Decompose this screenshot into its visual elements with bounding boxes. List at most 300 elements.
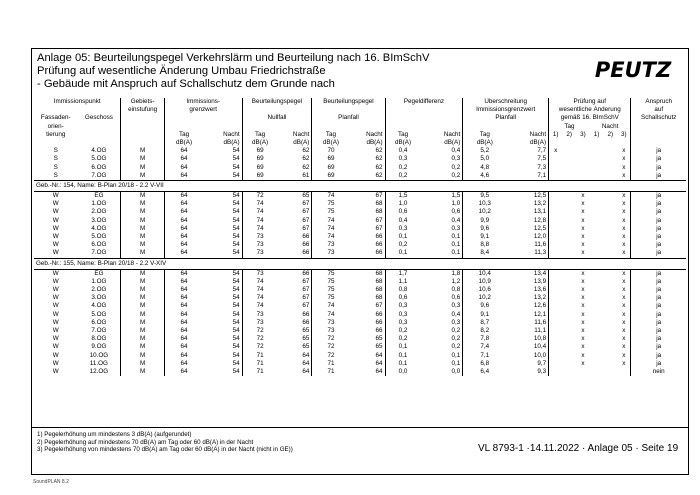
cell-nt: 71 <box>242 368 277 376</box>
cell-gt: 64 <box>164 241 203 249</box>
cell-pt: 73 <box>312 249 350 258</box>
cell-t1 <box>549 352 563 360</box>
cell-t1 <box>549 192 563 201</box>
cell-ut: 10,6 <box>463 286 506 294</box>
cell-n1 <box>590 147 604 155</box>
cell-nn: 65 <box>302 192 310 200</box>
header-bp-plan-1: Beurteilungspegel <box>312 98 385 106</box>
cell-t2 <box>562 164 576 172</box>
cell-nt: 73 <box>242 311 277 319</box>
table-row <box>34 208 686 216</box>
cell-a: ja <box>631 225 686 233</box>
cell-ut: 7,4 <box>463 343 506 351</box>
cell-pt: 72 <box>312 335 350 343</box>
cell-un: 13,9 <box>533 277 547 285</box>
cell-n1 <box>590 225 604 233</box>
cell-t3: x <box>581 192 585 200</box>
cell-dt: 0,2 <box>385 335 420 343</box>
footnote-3: 3) Pegelerhöhung von mindestens 70 dB(A) am Tag oder 60 dB(A) in der Nacht (nicht in GE)) <box>37 446 293 454</box>
table-row <box>34 294 686 302</box>
cell-nn: 66 <box>302 241 310 249</box>
cell-t1 <box>549 368 563 376</box>
cell-ut: 8,7 <box>463 319 506 327</box>
cell-o: W <box>52 241 59 249</box>
header-ueberschreitung-2: Immissionsgrenzwert <box>463 106 549 114</box>
cell-a: ja <box>631 343 686 351</box>
footnote-1: 1) Pegelerhöhung um mindestens 3 dB(A) (aufgerundet) <box>37 431 192 438</box>
cell-ut: 4,8 <box>463 164 506 172</box>
cell-n1 <box>590 172 604 181</box>
cell-t2 <box>562 343 576 351</box>
cell-t2 <box>562 217 576 225</box>
cell-dn: 0,4 <box>451 310 461 318</box>
cell-n2 <box>603 311 617 319</box>
cell-pn: 68 <box>375 208 383 216</box>
header-pegeldifferenz: Pegeldifferenz <box>385 98 463 106</box>
cell-dt: 0,8 <box>385 286 420 294</box>
cell-nn: 65 <box>302 335 310 343</box>
header-anspruch-3: Schallschutz <box>631 114 686 122</box>
table-row <box>34 360 686 368</box>
cell-ut: 8,4 <box>463 249 506 258</box>
cell-t3: x <box>581 343 585 351</box>
cell-gt: 64 <box>164 352 203 360</box>
cell-nn: 61 <box>302 171 310 179</box>
cell-pt: 75 <box>312 269 350 278</box>
cell-gt: 64 <box>164 217 203 225</box>
cell-pn: 68 <box>375 200 383 208</box>
table-row <box>34 335 686 343</box>
logo-text: PEUTZ <box>594 58 672 82</box>
cell-ut: 10,9 <box>463 278 506 286</box>
cell-t1 <box>549 286 563 294</box>
cell-n3: x <box>622 155 626 163</box>
cell-o: S <box>53 163 58 171</box>
cell-gn: 54 <box>232 155 240 163</box>
cell-n2 <box>603 343 617 351</box>
cell-gt: 64 <box>164 192 203 201</box>
cell-g: 6.OG <box>91 163 107 171</box>
footnotes <box>37 431 293 454</box>
cell-gt: 64 <box>164 368 203 376</box>
footer-divider <box>31 427 689 428</box>
cell-a: ja <box>631 172 686 181</box>
cell-t2 <box>562 302 576 310</box>
cell-un: 13,4 <box>533 269 547 277</box>
cell-ut: 6,4 <box>463 368 506 376</box>
cell-gt: 64 <box>164 147 203 155</box>
cell-gt: 64 <box>164 164 203 172</box>
cell-pn: 62 <box>375 163 383 171</box>
cell-nn: 67 <box>302 294 310 302</box>
cell-un: 12,8 <box>533 216 547 224</box>
cell-un: 9,7 <box>537 359 547 367</box>
cell-dt: 0,1 <box>385 360 420 368</box>
cell-n3: x <box>622 327 626 335</box>
cell-o: W <box>52 310 59 318</box>
cell-gn: 54 <box>232 359 240 367</box>
cell-dn: 0,1 <box>451 351 461 359</box>
cell-n1 <box>590 278 604 286</box>
title-line-1: Anlage 05: Beurteilungspegel Verkehrslärm und Beurteilung nach 16. BImSchV <box>37 52 430 64</box>
cell-t1 <box>549 311 563 319</box>
cell-pt: 75 <box>312 200 350 208</box>
cell-un: 9,3 <box>537 368 547 376</box>
cell-e: M <box>121 269 164 278</box>
cell-nt: 69 <box>242 172 277 181</box>
cell-dt: 0,2 <box>385 164 420 172</box>
cell-t2 <box>562 352 576 360</box>
cell-t2 <box>562 233 576 241</box>
table-body <box>34 147 686 376</box>
cell-t3: x <box>581 269 585 277</box>
cell-t3 <box>576 164 590 172</box>
cell-o: W <box>52 200 59 208</box>
cell-nt: 72 <box>242 343 277 351</box>
cell-t3: x <box>581 224 585 232</box>
cell-gn: 54 <box>232 343 240 351</box>
cell-nn: 67 <box>302 200 310 208</box>
cell-a: ja <box>631 241 686 249</box>
cell-t1 <box>549 302 563 310</box>
cell-t3: x <box>581 294 585 302</box>
cell-nn: 64 <box>302 359 310 367</box>
cell-g: 8.OG <box>91 335 107 343</box>
cell-pt: 75 <box>312 294 350 302</box>
cell-t1 <box>549 172 563 181</box>
table-row <box>34 164 686 172</box>
cell-un: 7,1 <box>537 171 547 179</box>
header-row-1 <box>34 98 686 106</box>
cell-pt: 69 <box>312 172 350 181</box>
cell-g: 2.OG <box>91 286 107 294</box>
cell-n2 <box>603 164 617 172</box>
cell-gn: 54 <box>232 277 240 285</box>
cell-un: 7,7 <box>537 147 547 155</box>
cell-t2 <box>562 208 576 216</box>
cell-gt: 64 <box>164 343 203 351</box>
cell-nt: 74 <box>242 294 277 302</box>
cell-pt: 74 <box>312 225 350 233</box>
cell-n3: x <box>622 351 626 359</box>
cell-n3: x <box>622 241 626 249</box>
cell-nt: 72 <box>242 327 277 335</box>
cell-n1 <box>590 269 604 278</box>
cell-o: W <box>52 192 59 200</box>
cell-n2 <box>603 269 617 278</box>
cell-a: ja <box>631 164 686 172</box>
cell-nt: 69 <box>242 147 277 155</box>
cell-dn: 0,1 <box>451 233 461 241</box>
cell-n2 <box>603 225 617 233</box>
cell-n2 <box>603 319 617 327</box>
cell-t1 <box>549 278 563 286</box>
header-row-4: orien- Tag Nacht <box>34 123 686 131</box>
cell-nn: 62 <box>302 147 310 155</box>
cell-t1 <box>549 217 563 225</box>
cell-ut: 9,6 <box>463 302 506 310</box>
cell-o: W <box>52 359 59 367</box>
cell-n1 <box>590 233 604 241</box>
header-bp-null-1: Beurteilungspegel <box>242 98 312 106</box>
cell-n1 <box>590 217 604 225</box>
cell-un: 12,0 <box>533 233 547 241</box>
cell-g: 7.OG <box>91 327 107 335</box>
cell-nn: 67 <box>302 216 310 224</box>
cell-gt: 64 <box>164 360 203 368</box>
header-grenzwert-1: Immissions- <box>164 98 242 106</box>
cell-nt: 69 <box>242 164 277 172</box>
cell-dt: 0,2 <box>385 172 420 181</box>
cell-o: W <box>52 249 59 257</box>
cell-gn: 54 <box>232 368 240 376</box>
cell-nn: 65 <box>302 327 310 335</box>
footnote-2: 2) Pegelerhöhung auf mindestens 70 dB(A) am Tag oder 60 dB(A) in der Nacht <box>37 438 254 446</box>
cell-ut: 8,2 <box>463 327 506 335</box>
cell-n2 <box>603 360 617 368</box>
cell-gt: 64 <box>164 319 203 327</box>
table-row <box>34 286 686 294</box>
cell-n3: x <box>622 286 626 294</box>
cell-g: 4.OG <box>91 224 107 232</box>
cell-n3: x <box>622 335 626 343</box>
cell-o: W <box>52 224 59 232</box>
cell-n1 <box>590 327 604 335</box>
cell-t2 <box>562 294 576 302</box>
cell-a: ja <box>631 327 686 335</box>
cell-n3: x <box>622 343 626 351</box>
cell-nt: 71 <box>242 360 277 368</box>
cell-a: ja <box>631 311 686 319</box>
cell-t1 <box>549 241 563 249</box>
header-anspruch-2: auf <box>631 106 686 114</box>
cell-dn: 1,0 <box>451 200 461 208</box>
cell-un: 7,3 <box>537 163 547 171</box>
cell-n2 <box>603 208 617 216</box>
cell-n3: x <box>622 294 626 302</box>
cell-t3: x <box>581 286 585 294</box>
cell-a: ja <box>631 335 686 343</box>
cell-t3: x <box>581 318 585 326</box>
cell-dt: 0,4 <box>385 147 420 155</box>
cell-gn: 54 <box>232 163 240 171</box>
cell-o: W <box>52 302 59 310</box>
cell-t3: x <box>581 241 585 249</box>
cell-dn: 0,3 <box>451 224 461 232</box>
cell-pn: 68 <box>375 277 383 285</box>
cell-a: ja <box>631 155 686 163</box>
cell-t3 <box>576 368 590 376</box>
cell-pn: 68 <box>375 286 383 294</box>
cell-un: 13,1 <box>533 208 547 216</box>
cell-gn: 54 <box>232 241 240 249</box>
cell-n3 <box>617 368 631 376</box>
title-line-2: Prüfung auf wesentliche Änderung Umbau Friedrichstraße <box>37 65 326 77</box>
cell-e: M <box>121 249 164 258</box>
cell-dn: 1,2 <box>451 277 461 285</box>
cell-t2 <box>562 278 576 286</box>
table-row <box>34 311 686 319</box>
cell-n2 <box>603 294 617 302</box>
cell-dn: 0,2 <box>451 171 461 179</box>
cell-n2 <box>603 352 617 360</box>
cell-nn: 64 <box>302 368 310 376</box>
cell-ut: 7,1 <box>463 352 506 360</box>
cell-pn: 68 <box>375 269 383 277</box>
cell-g: 5.OG <box>91 233 107 241</box>
cell-t1 <box>549 294 563 302</box>
cell-g: 3.OG <box>91 294 107 302</box>
cell-dn: 1,5 <box>451 192 461 200</box>
cell-ut: 8,8 <box>463 241 506 249</box>
cell-o: W <box>52 208 59 216</box>
cell-t1 <box>549 155 563 163</box>
cell-gt: 64 <box>164 155 203 163</box>
cell-a: ja <box>631 147 686 155</box>
cell-gn: 54 <box>232 192 240 200</box>
header-fassaden: Fassaden- <box>40 114 71 122</box>
cell-un: 13,2 <box>533 294 547 302</box>
header-pruefung-1: Prüfung auf <box>549 98 631 106</box>
cell-t3: x <box>581 277 585 285</box>
cell-n3: x <box>622 359 626 367</box>
cell-n2 <box>603 249 617 258</box>
cell-dt: 0,3 <box>385 319 420 327</box>
cell-e: M <box>121 225 164 233</box>
cell-n2 <box>603 286 617 294</box>
cell-t2 <box>562 269 576 278</box>
cell-t1 <box>549 208 563 216</box>
header-pruefung-2: wesentliche Änderung <box>549 106 631 114</box>
cell-gn: 54 <box>232 318 240 326</box>
cell-ut: 10,2 <box>463 294 506 302</box>
cell-un: 11,6 <box>534 241 547 249</box>
cell-t3 <box>576 147 590 155</box>
cell-gn: 54 <box>232 351 240 359</box>
cell-pn: 66 <box>375 233 383 241</box>
cell-nn: 67 <box>302 224 310 232</box>
cell-nt: 74 <box>242 200 277 208</box>
cell-pn: 64 <box>375 359 383 367</box>
cell-nt: 73 <box>242 269 277 278</box>
peutz-logo <box>590 56 676 82</box>
cell-o: W <box>52 318 59 326</box>
cell-o: W <box>52 277 59 285</box>
table-row <box>34 302 686 310</box>
cell-n1 <box>590 319 604 327</box>
cell-gn: 54 <box>232 269 240 277</box>
cell-pt: 70 <box>312 147 350 155</box>
cell-e: M <box>121 147 164 155</box>
cell-pn: 64 <box>375 368 383 376</box>
header-ueberschreitung-1: Überschreitung <box>463 98 549 106</box>
cell-e: M <box>121 241 164 249</box>
cell-nn: 66 <box>302 318 310 326</box>
cell-n3: x <box>622 224 626 232</box>
group-header <box>34 258 686 269</box>
cell-e: M <box>121 278 164 286</box>
cell-pt: 73 <box>312 241 350 249</box>
cell-e: M <box>121 192 164 201</box>
cell-a: ja <box>631 286 686 294</box>
cell-un: 10,8 <box>533 335 547 343</box>
cell-nt: 72 <box>242 335 277 343</box>
cell-dt: 0,1 <box>385 249 420 258</box>
cell-a: ja <box>631 319 686 327</box>
cell-n1 <box>590 302 604 310</box>
cell-dn: 0,6 <box>451 294 461 302</box>
cell-e: M <box>121 155 164 163</box>
cell-g: 1.OG <box>91 200 107 208</box>
cell-pn: 66 <box>375 310 383 318</box>
cell-pn: 67 <box>375 224 383 232</box>
cell-dn: 1,8 <box>451 269 461 277</box>
cell-gn: 54 <box>232 200 240 208</box>
cell-g: 4.OG <box>91 302 107 310</box>
cell-dn: 0,1 <box>451 249 461 257</box>
cell-gn: 54 <box>232 233 240 241</box>
table-row <box>34 352 686 360</box>
cell-t1 <box>549 319 563 327</box>
cell-gt: 64 <box>164 294 203 302</box>
cell-nt: 73 <box>242 233 277 241</box>
table-row <box>34 192 686 201</box>
cell-t2 <box>562 192 576 201</box>
cell-un: 11,1 <box>534 327 547 335</box>
cell-nn: 64 <box>302 351 310 359</box>
cell-pn: 62 <box>375 171 383 179</box>
cell-t3: x <box>581 249 585 257</box>
cell-nt: 74 <box>242 302 277 310</box>
cell-n3: x <box>622 233 626 241</box>
cell-g: 9.OG <box>91 343 107 351</box>
header-gebietseinstufung-2: einstufung <box>121 106 164 114</box>
cell-dt: 1,7 <box>385 269 420 278</box>
cell-t2 <box>562 368 576 376</box>
document-reference: VL 8793-1 ·14.11.2022 · Anlage 05 · Seite 19 <box>478 443 679 454</box>
cell-t1 <box>549 200 563 208</box>
cell-un: 13,2 <box>533 200 547 208</box>
cell-n3: x <box>622 163 626 171</box>
cell-gn: 54 <box>232 286 240 294</box>
cell-dn: 0,3 <box>451 302 461 310</box>
cell-ut: 9,1 <box>463 233 506 241</box>
cell-gt: 64 <box>164 172 203 181</box>
cell-gt: 64 <box>164 200 203 208</box>
cell-pn: 65 <box>375 335 383 343</box>
cell-n2 <box>603 217 617 225</box>
cell-gn: 54 <box>232 294 240 302</box>
cell-nt: 74 <box>242 225 277 233</box>
cell-dt: 0,2 <box>385 241 420 249</box>
cell-t1 <box>549 233 563 241</box>
cell-a: ja <box>631 233 686 241</box>
cell-pt: 71 <box>312 360 350 368</box>
cell-g: 11.OG <box>89 359 108 367</box>
cell-un: 12,6 <box>533 302 547 310</box>
cell-pt: 74 <box>312 192 350 201</box>
cell-n1 <box>590 200 604 208</box>
cell-e: M <box>121 327 164 335</box>
cell-g: 12.OG <box>89 368 109 376</box>
cell-un: 7,5 <box>537 155 547 163</box>
cell-n2 <box>603 302 617 310</box>
header-row-2 <box>34 106 686 114</box>
cell-n1 <box>590 343 604 351</box>
cell-dn: 0,2 <box>451 335 461 343</box>
cell-t2 <box>562 249 576 258</box>
cell-t3: x <box>581 335 585 343</box>
